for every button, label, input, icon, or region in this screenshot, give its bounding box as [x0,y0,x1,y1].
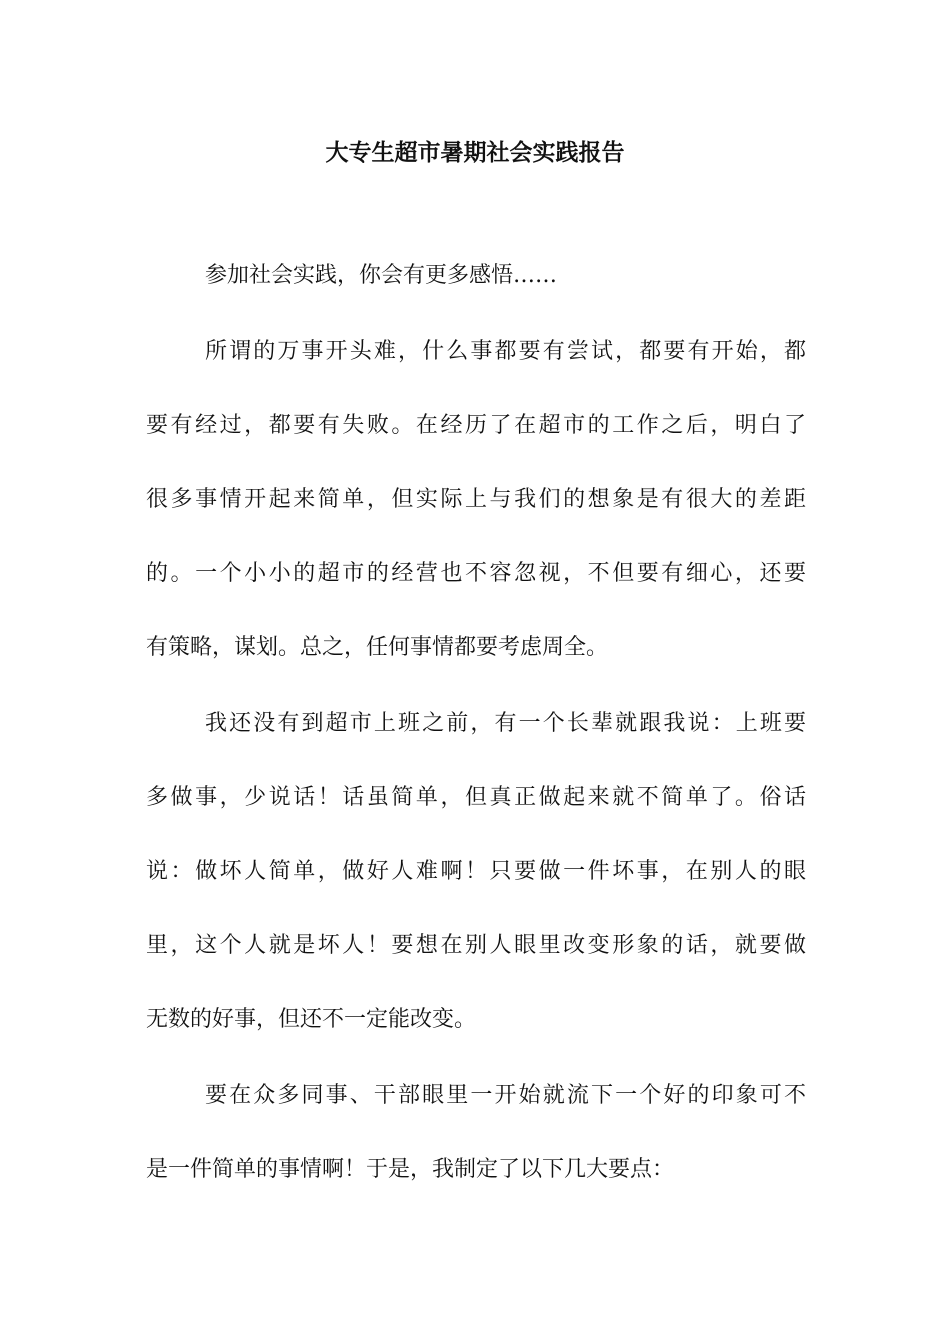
paragraph-3-line-3: 说：做坏人简单，做好人难啊！只要做一件坏事，在别人的眼 [146,859,806,884]
paragraph-3-line-2: 多做事，少说话！话虽简单，但真正做起来就不简单了。俗话 [146,785,806,810]
paragraph-4-line-1: 要在众多同事、干部眼里一开始就流下一个好的印象可不 [205,1083,806,1108]
paragraph-2-line-1: 所谓的万事开头难，什么事都要有尝试，都要有开始，都 [205,339,806,364]
document-title: 大专生超市暑期社会实践报告 [325,139,625,166]
paragraph-1-line-1: 参加社会实践，你会有更多感悟…… [205,263,558,288]
paragraph-4-line-2: 是一件简单的事情啊！于是，我制定了以下几大要点： [146,1157,675,1182]
paragraph-3-line-1: 我还没有到超市上班之前，有一个长辈就跟我说：上班要 [205,711,806,736]
paragraph-2-line-3: 很多事情开起来简单，但实际上与我们的想象是有很大的差距 [146,487,806,512]
paragraph-2-line-2: 要有经过，都要有失败。在经历了在超市的工作之后，明白了 [146,413,806,438]
paragraph-2-line-4: 的。一个小小的超市的经营也不容忽视，不但要有细心，还要 [146,561,806,586]
paragraph-3-line-4: 里，这个人就是坏人！要想在别人眼里改变形象的话，就要做 [146,933,806,958]
paragraph-2-line-5: 有策略，谋划。总之，任何事情都要考虑周全。 [146,635,609,660]
paragraph-3-line-5: 无数的好事，但还不一定能改变。 [146,1007,477,1032]
